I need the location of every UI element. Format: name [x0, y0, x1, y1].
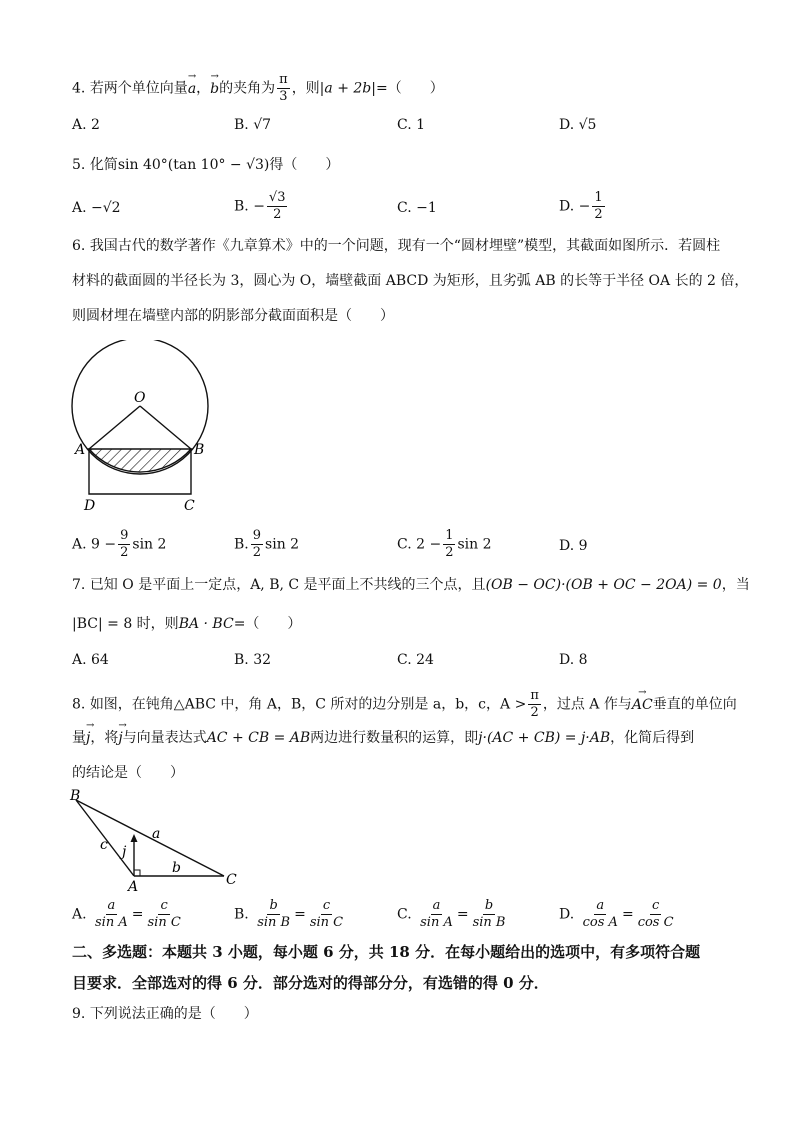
- q6-option-c: C. 2 − $\frac{1}{2}$ sin 2: [397, 528, 492, 560]
- q9-stem: 9. 下列说法正确的是（ ）: [72, 1006, 258, 1022]
- q8-label-c-side: c: [100, 837, 108, 853]
- q6-stem-line3: 则圆材埋在墙壁内部的阴影部分截面面积是（ ）: [72, 308, 394, 324]
- q7-option-b: B. 32: [234, 652, 272, 668]
- section2-heading-line2: 目要求．全部选对的得 6 分．部分选对的得部分分，有选错的得 0 分．: [72, 974, 549, 992]
- q8-stem-line1: 8. 如图，在钝角△ABC 中，角 A，B，C 所对的边分别是 a，b，c，A > $\frac{\pi}{2}$ ，过点 A 作与→ AC垂直的单位向: [72, 688, 737, 721]
- q4-option-c: C. 1: [397, 117, 426, 133]
- section2-heading-line1: 二、多选题：本题共 3 小题，每小题 6 分，共 18 分．在每小题给出的选项中，有多项符合题: [72, 943, 701, 961]
- q7-stem-line2: |BC| = 8 时，则BA · BC=（ ）: [72, 616, 302, 632]
- q8-label-b-vertex: B: [70, 788, 81, 804]
- q8-option-c: C. $\frac{a}{\text{sin A}}$ = $\frac{b}{\text{sin B}}$: [397, 898, 506, 930]
- q7-option-d: D. 8: [559, 652, 588, 668]
- q7-stem-line1: 7. 已知 O 是平面上一定点，A, B, C 是平面上不共线的三个点，且(OB − OC)·(OB + OC − 2OA) = 0，当: [72, 577, 750, 593]
- q8-option-d: D. $\frac{a}{\text{cos A}}$ = $\frac{c}{\text{cos C}}$: [559, 898, 674, 930]
- q6-option-a: A. 9 − $\frac{9}{2}$ sin 2: [72, 528, 167, 560]
- q7-option-c: C. 24: [397, 652, 434, 668]
- q6-option-b: B. $\frac{9}{2}$ sin 2: [234, 528, 300, 560]
- q4-option-d: D. √5: [559, 117, 597, 133]
- q7-option-a: A. 64: [72, 652, 109, 668]
- q4-option-a: A. 2: [72, 117, 100, 133]
- q6-shaded-segment: [89, 449, 191, 472]
- q6-label-b: B: [194, 442, 205, 458]
- q8-label-a-side: a: [152, 826, 161, 842]
- q8-label-j: j: [122, 844, 127, 860]
- q5-option-c: C. −1: [397, 200, 437, 216]
- q6-stem-line1: 6. 我国古代的数学著作《九章算术》中的一个问题，现有一个“圆材埋壁”模型，其截面如图所示．若圆柱: [72, 238, 721, 254]
- q8-option-a: A. $\frac{a}{\text{sin A}}$ = $\frac{c}{\text{sin C}}$: [72, 898, 181, 930]
- q8-option-b: B. $\frac{b}{\text{sin B}}$ = $\frac{c}{\text{sin C}}$: [234, 898, 344, 930]
- q4-option-b: B. √7: [234, 117, 272, 133]
- q8-stem-line2: 量→ j，将→ j与向量表达式AC + CB = AB两边进行数量积的运算，即j·(AC + CB) = j·AB，化简后得到: [72, 728, 694, 748]
- q8-side-a: [76, 800, 224, 876]
- q6-label-o: O: [134, 390, 146, 406]
- q6-option-d: D. 9: [559, 538, 588, 554]
- q8-label-a-vertex: A: [128, 879, 139, 895]
- q8-label-b-side: b: [172, 860, 181, 876]
- q6-label-d: D: [84, 498, 96, 514]
- q4-stem: 4. 若两个单位向量→ a，→ b的夹角为 $\frac{\pi}{3}$ ，则|a + 2b|=（ ）: [72, 72, 444, 105]
- q6-stem-line2: 材料的截面圆的半径长为 3，圆心为 O，墙壁截面 ABCD 为矩形，且劣弧 AB 的长等于半径 OA 长的 2 倍，: [72, 273, 749, 289]
- q8-label-c-vertex: C: [226, 872, 237, 888]
- q6-radius-ob: [140, 406, 191, 449]
- q6-label-a: A: [75, 442, 86, 458]
- q6-radius-oa: [89, 406, 140, 449]
- q8-arrowhead: [131, 834, 138, 842]
- q5-stem: 5. 化简sin 40°(tan 10° − √3)得（ ）: [72, 157, 340, 173]
- q8-figure: [62, 786, 252, 896]
- q5-option-d: D. − $\frac{1}{2}$: [559, 190, 603, 222]
- q5-option-b: B. − $\frac{√3}{2}$: [234, 190, 286, 222]
- q8-right-angle-mark: [134, 870, 140, 876]
- q5-option-a: A. −√2: [72, 200, 121, 216]
- q6-label-c: C: [184, 498, 195, 514]
- q8-stem-line3: 的结论是（ ）: [72, 765, 184, 781]
- q6-figure: [62, 340, 222, 520]
